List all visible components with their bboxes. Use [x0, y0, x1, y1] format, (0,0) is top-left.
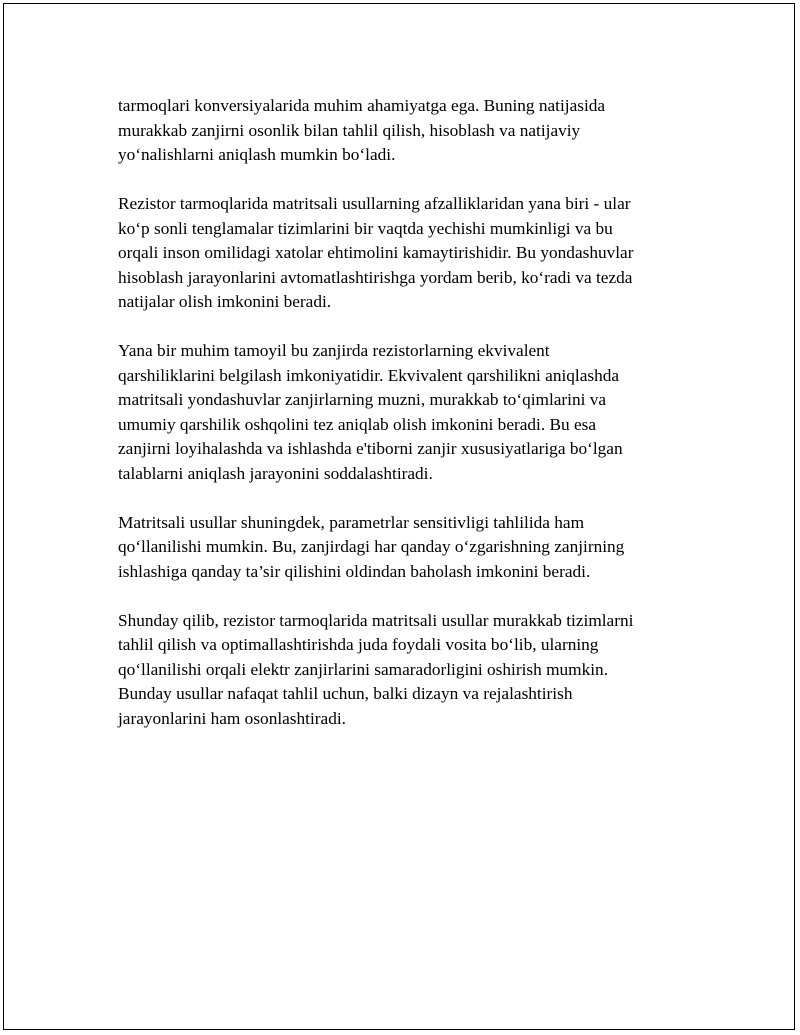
text-line: qarshiliklarini belgilash imkoniyatidir. Ekvivalent qarshilikni aniqlashda	[118, 365, 620, 385]
document-body	[118, 94, 698, 756]
text-line: orqali inson omilidagi xatolar ehtimolini kamaytirishidir. Bu yondashuvlar	[118, 243, 634, 262]
text-line: natijalar olish imkonini beradi.	[118, 292, 332, 311]
text-line: qo‘llanilishi mumkin. Bu, zanjirdagi har qanday o‘zgarishning zanjirning	[118, 537, 625, 556]
paragraph-4	[118, 511, 698, 585]
text-line: Matritsali usullar shuningdek, parametrlar sensitivligi tahlilida ham	[118, 512, 585, 532]
text-line: ko‘p sonli tenglamalar tizimlarini bir vaqtda yechishi mumkinligi va bu	[118, 218, 613, 238]
text-line: Rezistor tarmoqlarida matritsali usullarning afzalliklaridan yana biri - ular	[118, 194, 631, 213]
paragraph-5	[118, 609, 698, 732]
text-line: Shunday qilib, rezistor tarmoqlarida matritsali usullar murakkab tizimlarni	[118, 610, 634, 630]
text-line: umumiy qarshilik oshqolini tez aniqlab olish imkonini beradi. Bu esa	[118, 414, 597, 434]
text-line: murakkab zanjirni osonlik bilan tahlil qilish, hisoblash va natijaviy	[118, 120, 581, 140]
text-line: yo‘nalishlarni aniqlash mumkin bo‘ladi.	[118, 145, 396, 164]
text-line: talablarni aniqlash jarayonini soddalashtiradi.	[118, 463, 433, 483]
paragraph-2	[118, 192, 698, 315]
paragraph-3	[118, 339, 698, 486]
paragraph-1	[118, 94, 698, 168]
text-line: ishlashiga qanday ta’sir qilishini oldindan baholash imkonini beradi.	[118, 561, 591, 581]
text-line: matritsali yondashuvlar zanjirlarning muzni, murakkab to‘qimlarini va	[118, 390, 607, 409]
text-line: Yana bir muhim tamoyil bu zanjirda rezistorlarning ekvivalent	[118, 341, 550, 360]
text-line: tarmoqlari konversiyalarida muhim ahamiyatga ega. Buning natijasida	[118, 96, 606, 115]
text-line: jarayonlarini ham osonlashtiradi.	[118, 708, 346, 728]
text-line: tahlil qilish va optimallashtirishda juda foydali vosita bo‘lib, ularning	[118, 635, 599, 654]
text-line: Bunday usullar nafaqat tahlil uchun, balki dizayn va rejalashtirish	[118, 684, 573, 703]
text-line: zanjirni loyihalashda va ishlashda e'tiborni zanjir xususiyatlariga bo‘lgan	[118, 439, 623, 458]
text-line: qo‘llanilishi orqali elektr zanjirlarini samaradorligini oshirish mumkin.	[118, 659, 609, 679]
text-line: hisoblash jarayonlarini avtomatlashtirishga yordam berib, ko‘radi va tezda	[118, 267, 633, 287]
